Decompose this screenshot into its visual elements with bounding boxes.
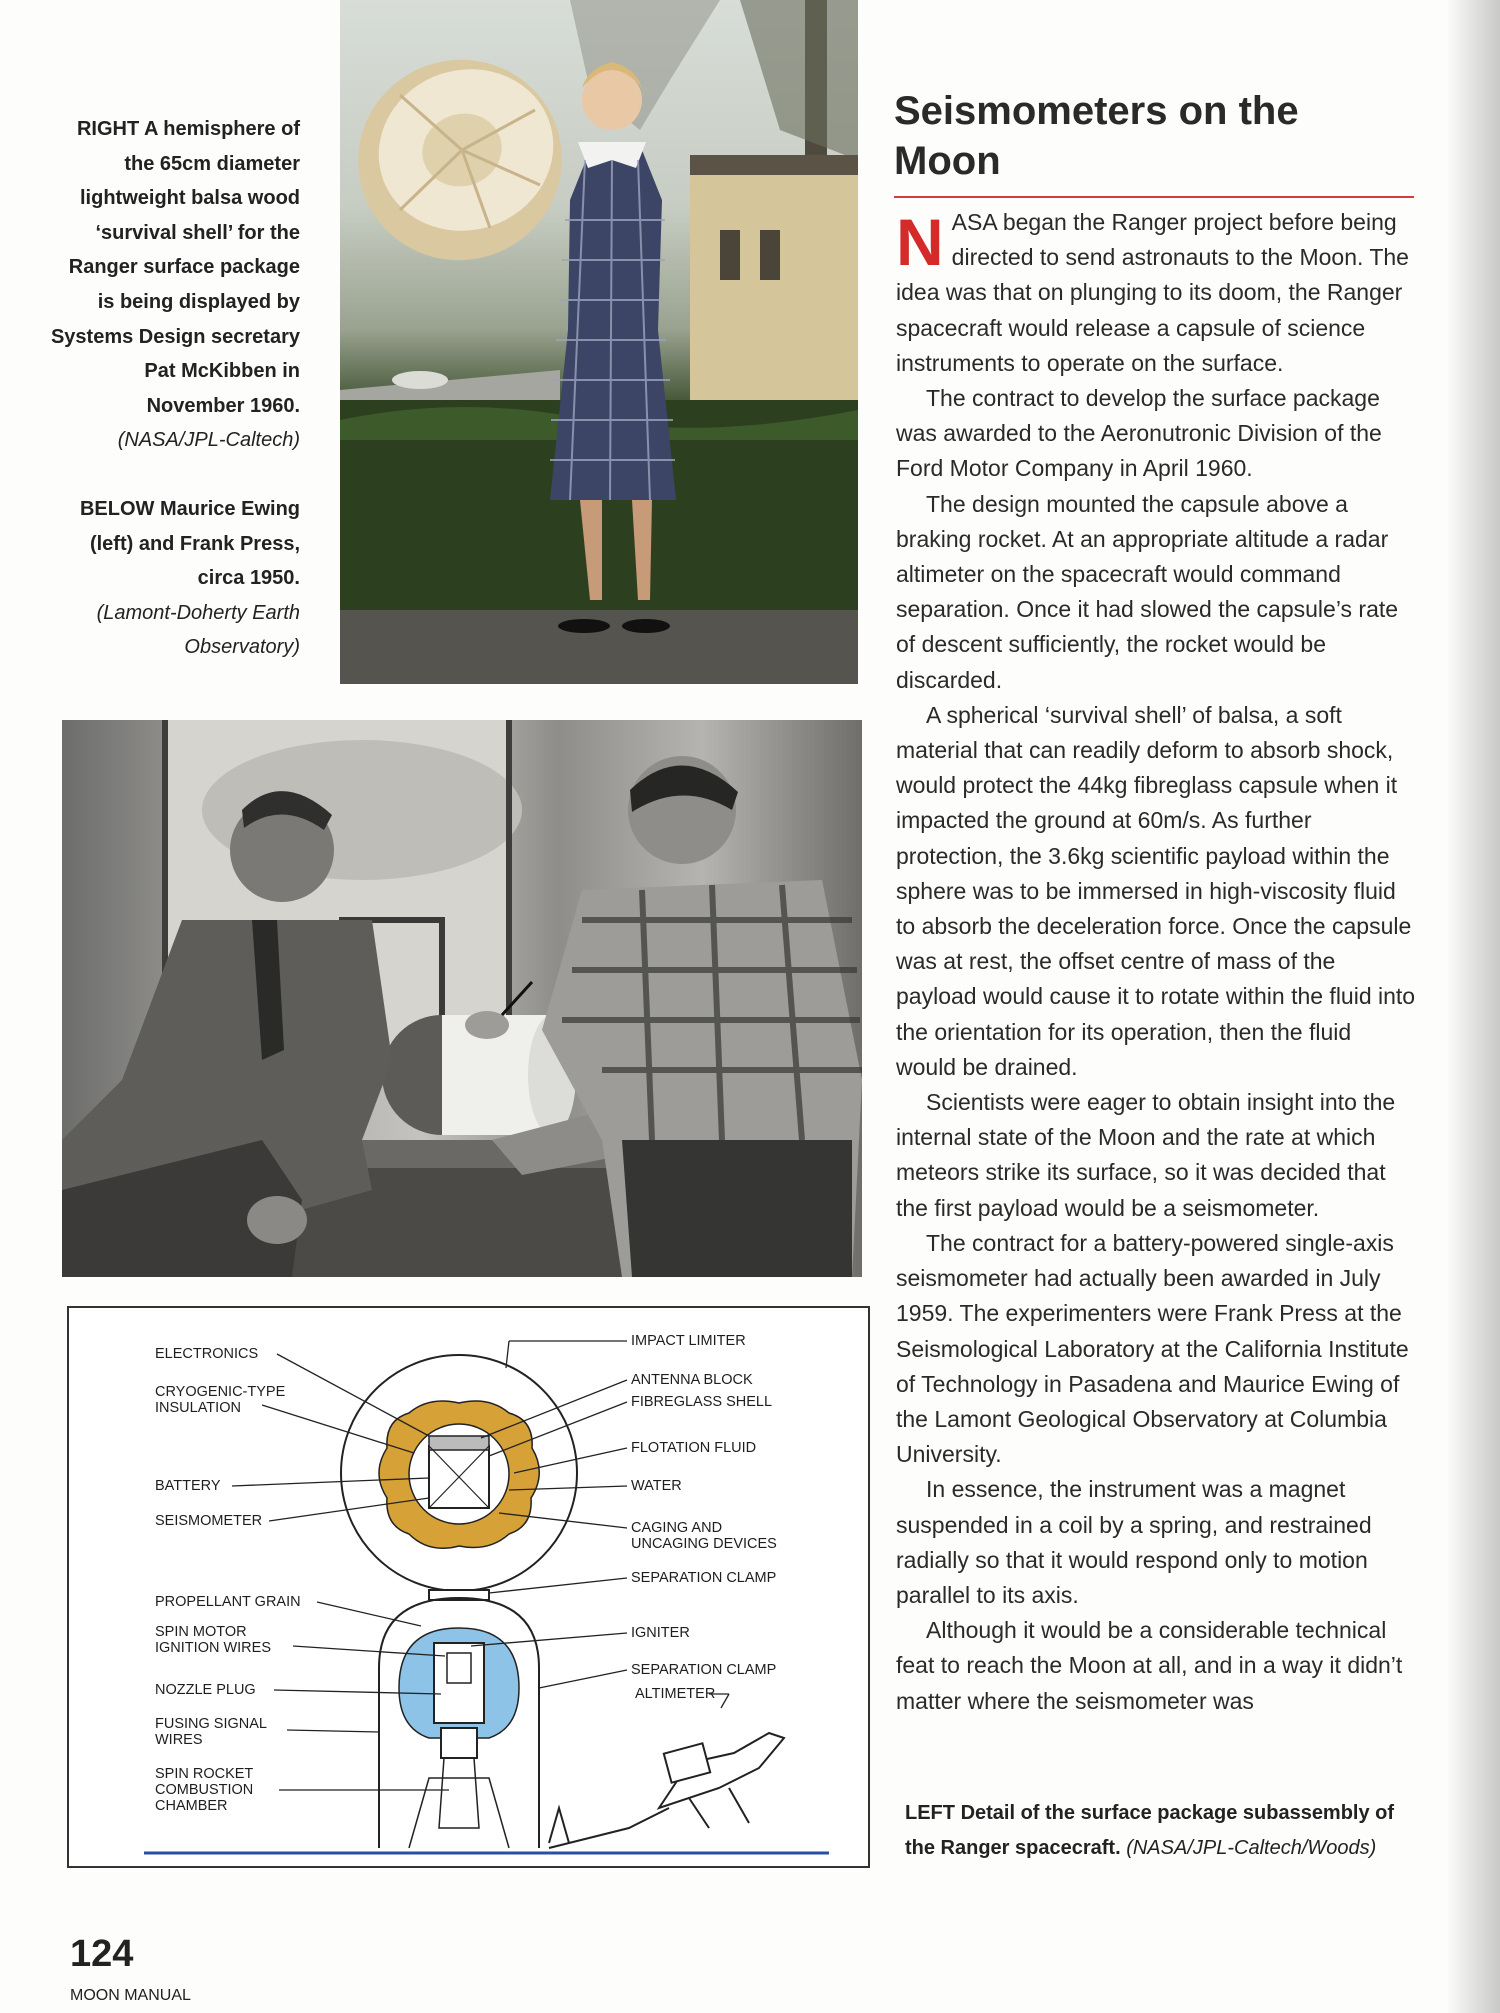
page-gutter-shadow [1448, 0, 1500, 2013]
diagram-surface-package [67, 1306, 870, 1868]
article-paragraph: The contract to develop the surface package was awarded to the Aeronutronic Division of the Ford Motor Company in April 1960. [896, 385, 1382, 482]
photo-ewing-press [62, 720, 862, 1277]
article-paragraph [896, 205, 1416, 381]
caption-left-label: LEFT [905, 1802, 955, 1824]
photo-captions [50, 112, 300, 665]
caption-below-label: BELOW [79, 497, 155, 520]
article-paragraph: The design mounted the capsule above a braking rocket. At an appropriate altitude a radar altimeter on the spacecraft would command separation. Once it had slowed the capsule’s rate of descent sufficiently, the rocket would be discarded. [896, 490, 1399, 693]
article-paragraph: Although it would be a considerable technical feat to reach the Moon at all, and in a way it didn’t matter where the seismometer was [896, 1617, 1403, 1714]
label-spin-rocket-chamber: SPIN ROCKET COMBUSTION CHAMBER [155, 1766, 254, 1814]
caption-right [50, 112, 300, 423]
label-battery: BATTERY [155, 1478, 221, 1494]
label-spin-motor-ignition: SPIN MOTOR IGNITION WIRES [155, 1624, 271, 1656]
label-nozzle-plug: NOZZLE PLUG [155, 1682, 256, 1698]
photo-survival-shell [340, 0, 858, 684]
label-seismometer: SEISMOMETER [155, 1513, 263, 1529]
article-paragraph: In essence, the instrument was a magnet suspended in a coil by a spring, and restrained radially so that it would respond only to motion parallel to its axis. [896, 1476, 1372, 1608]
label-separation-clamp-upper: SEPARATION CLAMP [631, 1570, 777, 1586]
label-electronics: ELECTRONICS [155, 1346, 259, 1362]
paragraph-text: ASA began the Ranger project before being directed to send astronauts to the Moon. The idea was that on plunging to its doom, the Ranger spacecraft would release a capsule of science instruments to operate on the surface. [896, 209, 1409, 376]
book-title: MOON MANUAL [70, 1987, 191, 2004]
label-fusing-signal-wires: FUSING SIGNAL WIRES [155, 1716, 267, 1748]
article-paragraph: A spherical ‘survival shell’ of balsa, a soft material that can readily deform to absorb shock, would protect the 44kg fibreglass capsule when it impacted the ground at 60m/s. As further protection, the 3.6kg scientific payload within the sphere was to be immersed in high-viscosity fluid to absorb the deceleration force. Once the capsule was at rest, the offset centre of mass of the payload would cause it to rotate within the fluid into the orientation for its operation, then the fluid would be drained. [896, 701, 1416, 1080]
drop-cap: N [896, 205, 944, 279]
caption-left [905, 1796, 1425, 1866]
caption-below-text: Maurice Ewing (left) and Frank Press, circa 1950. [89, 497, 300, 590]
photo-survival-shell-illustration [340, 0, 858, 684]
label-separation-clamp-lower: SEPARATION CLAMP [631, 1662, 777, 1678]
article-title: Seismometers on the Moon [894, 89, 1299, 183]
label-water: WATER [631, 1478, 682, 1494]
title-rule [894, 196, 1414, 198]
article-body [896, 205, 1416, 1719]
label-cryogenic-insulation: CRYOGENIC-TYPE INSULATION [155, 1384, 286, 1416]
caption-below [50, 492, 300, 596]
label-flotation-fluid: FLOTATION FLUID [631, 1440, 757, 1456]
caption-left-credit: (NASA/JPL-Caltech/Woods) [1126, 1837, 1377, 1859]
label-propellant-grain: PROPELLANT GRAIN [155, 1594, 301, 1610]
caption-right-text: A hemisphere of the 65cm diameter lightweight balsa wood ‘survival shell’ for the Ranger surface package is being displayed by Systems Design secretary Pat McKibben in November 1960. [50, 118, 300, 417]
label-igniter: IGNITER [631, 1625, 690, 1641]
article-paragraph: The contract for a battery-powered single-axis seismometer had actually been awarded in July 1959. The experimenters were Frank Press at the Seismological Laboratory at the California Institute of Technology in Pasadena and Maurice Ewing of the Lamont Geological Observatory at Columbia University. [896, 1229, 1409, 1468]
label-altimeter: ALTIMETER [635, 1686, 716, 1702]
article-paragraph: Scientists were eager to obtain insight into the internal state of the Moon and the rate at which meteors strike its surface, so it was decided that the first payload would be a seismometer. [896, 1089, 1396, 1221]
label-antenna-block: ANTENNA BLOCK [631, 1372, 753, 1388]
label-caging-devices: CAGING AND UNCAGING DEVICES [631, 1520, 777, 1552]
label-fibreglass-shell: FIBREGLASS SHELL [631, 1394, 773, 1410]
caption-right-label: RIGHT [76, 118, 140, 140]
caption-below-credit: (Lamont-Doherty Earth Observatory) [96, 601, 300, 659]
photo-ewing-press-illustration [62, 720, 862, 1277]
caption-left-text: Detail of the surface package subassembly of the Ranger spacecraft. [905, 1802, 1395, 1859]
label-impact-limiter: IMPACT LIMITER [631, 1333, 746, 1349]
caption-right-credit: (NASA/JPL-Caltech) [117, 429, 300, 452]
page-number: 124 [70, 1933, 134, 1975]
